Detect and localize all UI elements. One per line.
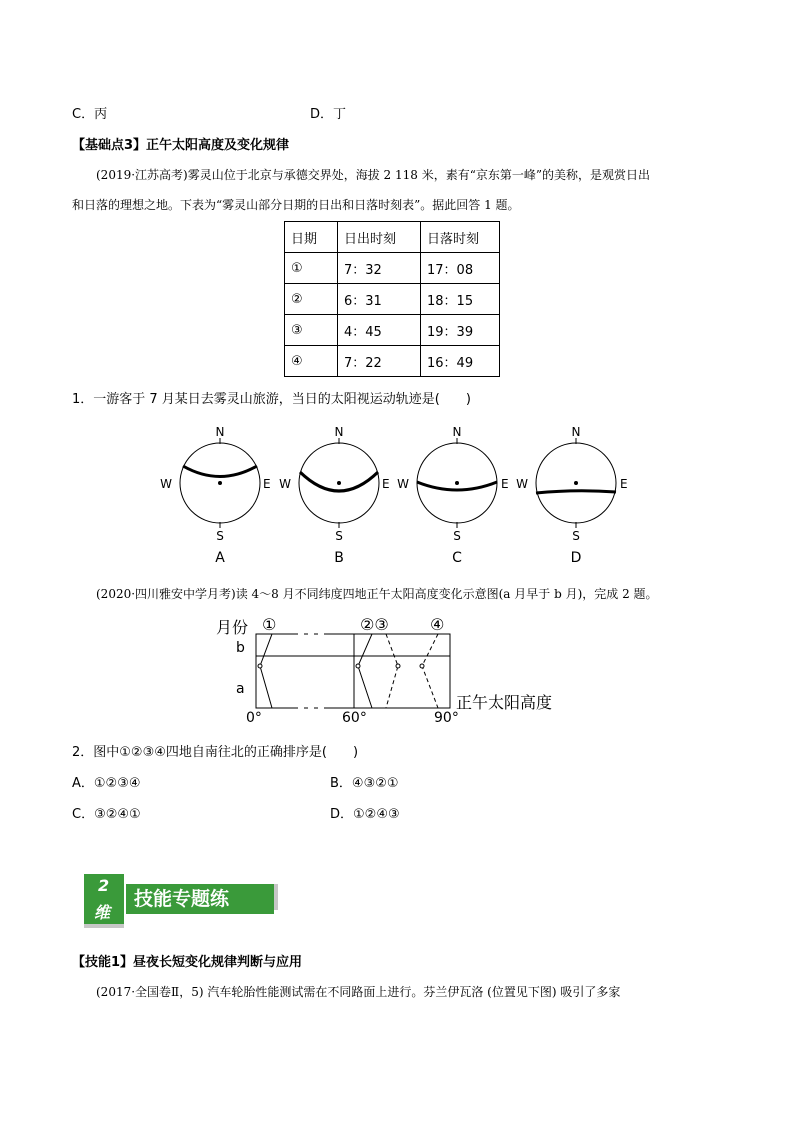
q2-option-a: A．①②③④ (72, 776, 141, 791)
label-e: E (501, 477, 509, 491)
x-label-0: 0° (246, 710, 262, 726)
label-e: E (620, 477, 628, 491)
diagram-a (160, 425, 270, 543)
banner-unit: 维 (94, 903, 111, 922)
table-cell: ③ (285, 315, 338, 346)
marker-23: ②③ (360, 615, 389, 634)
table-cell: ② (285, 284, 338, 315)
banner-number-block (84, 874, 124, 924)
series-3-point (396, 664, 400, 668)
label-n: N (215, 425, 225, 439)
diagram-label-b: B (334, 550, 344, 566)
series-2-line (358, 634, 372, 708)
series-3-line (386, 634, 398, 708)
sun-path (183, 466, 257, 477)
label-n: N (571, 425, 581, 439)
x-label-90: 90° (434, 710, 459, 726)
q2-option-d: D．①②④③ (330, 807, 400, 822)
label-w: W (279, 477, 291, 491)
table-row (285, 315, 500, 346)
label-s: S (335, 529, 343, 543)
table-header: 日落时刻 (421, 222, 500, 253)
series-2-point (356, 664, 360, 668)
marker-1: ① (262, 615, 277, 634)
section3-intro-line1: (2019·江苏高考)雾灵山位于北京与承德交界处，海拔 2 118 米，素有“京东第一峰”的美称，是观赏日出 (96, 168, 650, 182)
x-label-60: 60° (342, 710, 367, 726)
option-c: C．丙 (72, 107, 108, 122)
table-row (285, 253, 500, 284)
label-w: W (160, 477, 172, 491)
sunrise-sunset-table (284, 221, 500, 377)
label-s: S (572, 529, 580, 543)
chart-frame (256, 634, 450, 708)
option-d: D．丁 (310, 107, 347, 122)
marker-4: ④ (430, 615, 445, 634)
chart-label-a: a (236, 681, 245, 697)
banner-title: 技能专题练 (126, 884, 274, 914)
table-cell: 7：32 (338, 253, 421, 284)
question-2: 2．图中①②③④四地自南往北的正确排序是( ) (72, 745, 359, 760)
banner-number: 2 (98, 876, 110, 895)
chart-xlabel: 正午太阳高度 (456, 693, 553, 712)
diagram-d (516, 425, 627, 543)
table-cell: 16：49 (421, 346, 500, 377)
table-header-row (285, 222, 500, 253)
table-cell: 7：22 (338, 346, 421, 377)
banner-shadow (84, 924, 124, 928)
series-4-line (422, 634, 438, 708)
sun-path (536, 491, 616, 493)
table-row (285, 284, 500, 315)
observer-dot (337, 481, 341, 485)
table-cell: 17：08 (421, 253, 500, 284)
diagram-b (279, 425, 389, 543)
intro-2: (2020·四川雅安中学月考)读 4～8 月不同纬度四地正午太阳高度变化示意图(a 月早于 b 月)，完成 2 题。 (96, 587, 658, 601)
diagram-label-c: C (452, 550, 462, 566)
table-cell: 18：15 (421, 284, 500, 315)
skill1-title: 【技能1】昼夜长短变化规律判断与应用 (72, 955, 303, 970)
q2-option-c: C．③②④① (72, 807, 141, 822)
skill1-text: (2017·全国卷Ⅱ，5) 汽车轮胎性能测试需在不同路面上进行。芬兰伊瓦洛 (位置见下图) 吸引了多家 (96, 985, 621, 999)
table-cell: 6：31 (338, 284, 421, 315)
series-1-point (258, 664, 262, 668)
chart-ylabel: 月份 (216, 618, 249, 637)
series-1-line (260, 634, 272, 708)
diagram-label-a: A (215, 550, 225, 566)
chart-label-b: b (236, 640, 245, 656)
noon-sun-chart (210, 608, 600, 728)
label-s: S (453, 529, 461, 543)
label-s: S (216, 529, 224, 543)
label-n: N (334, 425, 344, 439)
diagram-label-d: D (570, 550, 582, 566)
q2-option-b: B．④③②① (330, 776, 399, 791)
table-header: 日期 (285, 222, 338, 253)
section3-intro-line2: 和日落的理想之地。下表为“雾灵山部分日期的日出和日落时刻表”。据此回答 1 题。 (72, 198, 520, 212)
table-header: 日出时刻 (338, 222, 421, 253)
observer-dot (574, 481, 578, 485)
label-w: W (397, 477, 409, 491)
table-cell: ① (285, 253, 338, 284)
table-cell: 19：39 (421, 315, 500, 346)
label-e: E (382, 477, 390, 491)
table-cell: ④ (285, 346, 338, 377)
table-row (285, 346, 500, 377)
sun-path-diagrams (150, 420, 650, 570)
section3-title: 【基础点3】正午太阳高度及变化规律 (72, 138, 290, 153)
label-n: N (452, 425, 462, 439)
label-w: W (516, 477, 528, 491)
series-4-point (420, 664, 424, 668)
label-e: E (263, 477, 271, 491)
banner-title-shadow (274, 884, 278, 910)
question-1: 1．一游客于 7 月某日去雾灵山旅游，当日的太阳视运动轨迹是( ) (72, 392, 471, 407)
diagram-c (397, 425, 508, 543)
observer-dot (218, 481, 222, 485)
table-cell: 4：45 (338, 315, 421, 346)
observer-dot (455, 481, 459, 485)
